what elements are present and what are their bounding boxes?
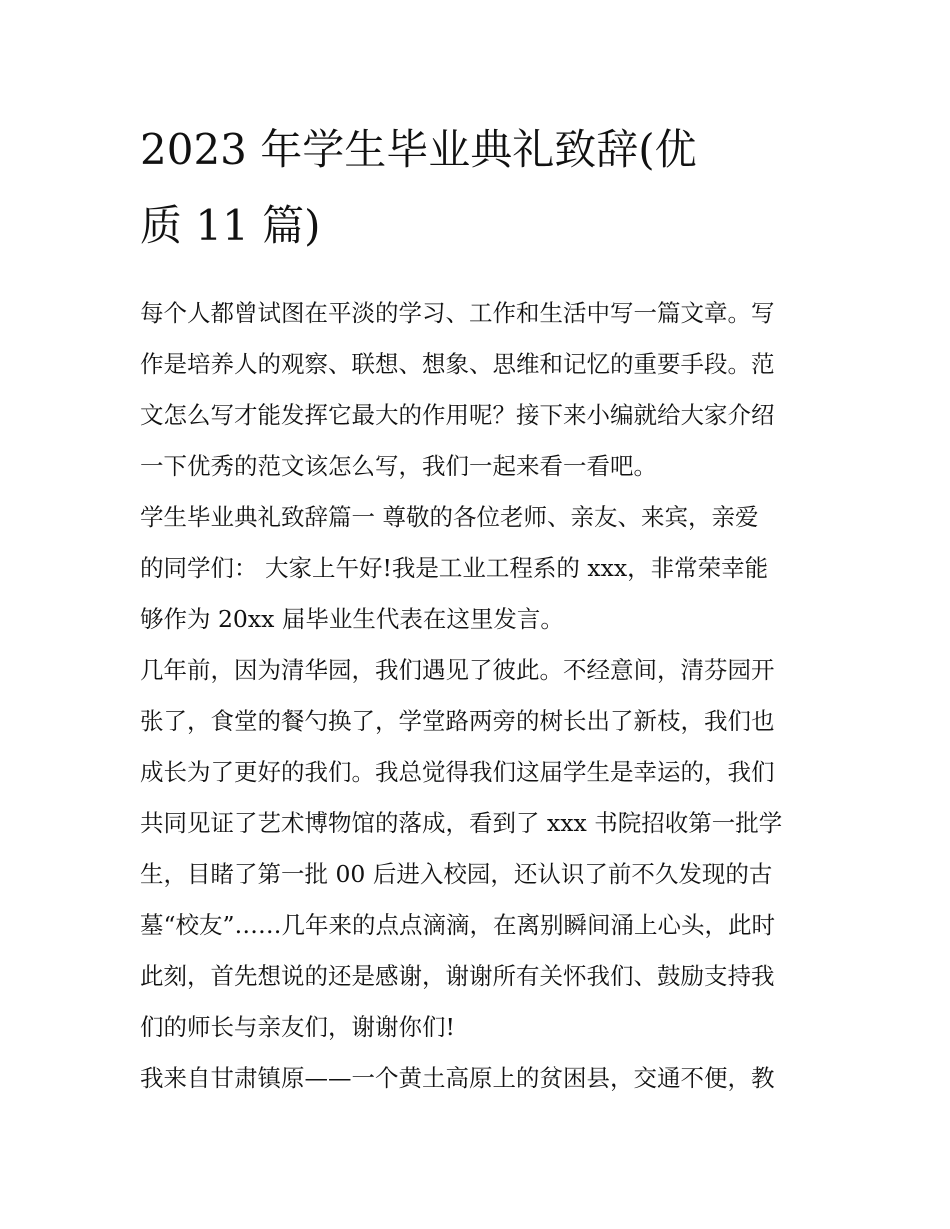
text-line: 的同学们： 大家上午好!我是工业工程系的 xxx，非常荣幸能	[140, 554, 769, 582]
text-line: 成长为了更好的我们。我总觉得我们这届学生是幸运的，我们	[140, 758, 775, 786]
text-line: 我来自甘肃镇原——一个黄土高原上的贫困县，交通不便，教	[140, 1064, 775, 1092]
text-line: 文怎么写才能发挥它最大的作用呢？接下来小编就给大家介绍	[140, 401, 775, 429]
text-line: 作是培养人的观察、联想、想象、思维和记忆的重要手段。范	[140, 350, 775, 378]
text-line: 墓“校友”……几年来的点点滴滴，在离别瞬间涌上心头，此时	[140, 911, 776, 939]
document-body	[140, 288, 812, 1104]
text-line: 学生毕业典礼致辞篇一 尊敬的各位老师、亲友、来宾，亲爱	[140, 503, 759, 531]
text-line: 够作为 20xx 届毕业生代表在这里发言。	[140, 605, 564, 633]
paragraph-origin	[140, 1053, 812, 1104]
document-title	[140, 112, 812, 264]
text-line: 生，目睹了第一批 00 后进入校园，还认识了前不久发现的古	[140, 860, 773, 888]
text-line: 此刻，首先想说的还是感谢，谢谢所有关怀我们、鼓励支持我	[140, 962, 775, 990]
paragraph-intro	[140, 288, 812, 492]
title-line-1: 2023 年学生毕业典礼致辞(优	[140, 125, 697, 174]
title-line-2: 质 11 篇)	[140, 201, 321, 250]
paragraph-memories	[140, 645, 812, 1053]
text-line: 张了，食堂的餐勺换了，学堂路两旁的树长出了新枝，我们也	[140, 707, 775, 735]
text-line: 共同见证了艺术博物馆的落成，看到了 xxx 书院招收第一批学	[140, 809, 783, 837]
text-line: 们的师长与亲友们，谢谢你们!	[140, 1013, 455, 1041]
text-line: 一下优秀的范文该怎么写，我们一起来看一看吧。	[140, 452, 657, 480]
text-line: 几年前，因为清华园，我们遇见了彼此。不经意间，清芬园开	[140, 656, 775, 684]
document-content	[140, 112, 812, 1104]
paragraph-speech-opening	[140, 492, 812, 645]
text-line: 每个人都曾试图在平淡的学习、工作和生活中写一篇文章。写	[140, 299, 775, 327]
